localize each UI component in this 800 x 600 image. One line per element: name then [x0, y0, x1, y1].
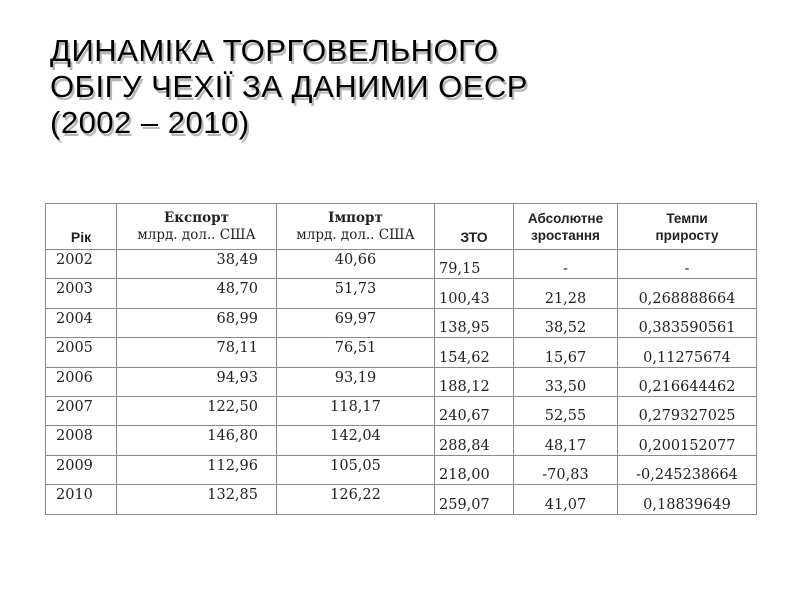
cell-growth-rate: -: [618, 250, 757, 279]
cell-export: 38,49: [117, 250, 277, 279]
cell-absolute-growth: 41,07: [514, 485, 618, 514]
cell-absolute-growth: 48,17: [514, 426, 618, 455]
cell-growth-rate: 0,383590561: [618, 308, 757, 337]
trade-table-header: [46, 204, 757, 250]
cell-export: 146,80: [117, 426, 277, 455]
trade-table-body: [46, 250, 757, 515]
cell-zto: 218,00: [435, 455, 514, 484]
cell-export: 48,70: [117, 279, 277, 308]
cell-absolute-growth: 33,50: [514, 367, 618, 396]
cell-growth-rate: 0,279327025: [618, 396, 757, 425]
table-row: [46, 338, 757, 367]
cell-zto: 240,67: [435, 396, 514, 425]
cell-absolute-growth: 38,52: [514, 308, 618, 337]
cell-year: 2003: [46, 279, 117, 308]
header-export-unit: млрд. дол.. США: [137, 226, 256, 243]
cell-import: 118,17: [277, 396, 435, 425]
slide-title-line-2: ОБІГУ ЧЕХІЇ ЗА ДАНИМИ ОЕСР: [50, 69, 528, 104]
cell-zto: 188,12: [435, 367, 514, 396]
cell-absolute-growth: 21,28: [514, 279, 618, 308]
cell-export: 78,11: [117, 338, 277, 367]
trade-table: [45, 203, 757, 515]
cell-import: 93,19: [277, 367, 435, 396]
cell-import: 105,05: [277, 455, 435, 484]
cell-export: 132,85: [117, 485, 277, 514]
header-export-label: Експорт: [164, 209, 229, 226]
header-row: [46, 204, 757, 250]
cell-growth-rate: 0,216644462: [618, 367, 757, 396]
header-import: [277, 204, 435, 250]
table-row: [46, 455, 757, 484]
cell-year: 2008: [46, 426, 117, 455]
header-absolute-growth: [514, 204, 618, 250]
cell-year: 2002: [46, 250, 117, 279]
cell-year: 2009: [46, 455, 117, 484]
header-year: Рік: [46, 204, 117, 250]
header-import-unit: млрд. дол.. США: [296, 226, 415, 243]
cell-growth-rate: 0,11275674: [618, 338, 757, 367]
table-row: [46, 308, 757, 337]
table-row: [46, 250, 757, 279]
cell-import: 51,73: [277, 279, 435, 308]
cell-year: 2004: [46, 308, 117, 337]
cell-growth-rate: 0,18839649: [618, 485, 757, 514]
cell-year: 2010: [46, 485, 117, 514]
cell-year: 2007: [46, 396, 117, 425]
slide-title: [50, 33, 750, 141]
cell-export: 68,99: [117, 308, 277, 337]
header-growth-rate: [618, 204, 757, 250]
cell-zto: 259,07: [435, 485, 514, 514]
cell-zto: 288,84: [435, 426, 514, 455]
cell-year: 2005: [46, 338, 117, 367]
cell-growth-rate: 0,200152077: [618, 426, 757, 455]
header-absolute-growth-line-2: зростання: [531, 227, 600, 243]
slide-title-line-3: (2002 – 2010): [50, 105, 250, 140]
table-row: [46, 396, 757, 425]
cell-import: 69,97: [277, 308, 435, 337]
cell-import: 142,04: [277, 426, 435, 455]
cell-zto: 100,43: [435, 279, 514, 308]
cell-absolute-growth: 52,55: [514, 396, 618, 425]
cell-zto: 138,95: [435, 308, 514, 337]
cell-import: 126,22: [277, 485, 435, 514]
cell-zto: 79,15: [435, 250, 514, 279]
header-absolute-growth-line-1: Абсолютне: [527, 210, 604, 226]
cell-absolute-growth: 15,67: [514, 338, 618, 367]
table-row: [46, 485, 757, 514]
cell-absolute-growth: -70,83: [514, 455, 618, 484]
header-growth-rate-line-1: Темпи: [666, 210, 708, 226]
header-import-label: Імпорт: [328, 209, 383, 226]
cell-year: 2006: [46, 367, 117, 396]
cell-zto: 154,62: [435, 338, 514, 367]
trade-table-container: [45, 203, 756, 515]
table-row: [46, 426, 757, 455]
cell-growth-rate: 0,268888664: [618, 279, 757, 308]
table-row: [46, 367, 757, 396]
cell-export: 94,93: [117, 367, 277, 396]
cell-absolute-growth: -: [514, 250, 618, 279]
header-zto: ЗТО: [435, 204, 514, 250]
table-row: [46, 279, 757, 308]
cell-growth-rate: -0,245238664: [618, 455, 757, 484]
slide-title-line-1: ДИНАМІКА ТОРГОВЕЛЬНОГО: [50, 33, 499, 68]
header-growth-rate-line-2: приросту: [655, 227, 719, 243]
cell-import: 40,66: [277, 250, 435, 279]
cell-export: 122,50: [117, 396, 277, 425]
cell-import: 76,51: [277, 338, 435, 367]
header-export: [117, 204, 277, 250]
cell-export: 112,96: [117, 455, 277, 484]
